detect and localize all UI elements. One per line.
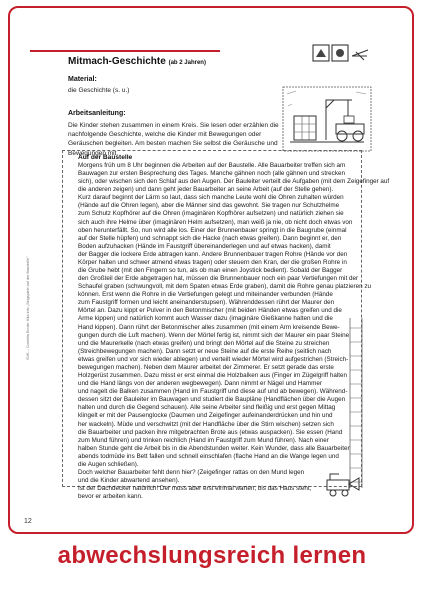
material-label: Material:: [68, 76, 97, 83]
story-line: Doch welcher Bauarbeiter fehlt denn hier? (Zeigefinger rattas on den Mund legen: [78, 468, 305, 476]
title-text: Mitmach-Geschichte: [68, 56, 166, 67]
story-line: und die Kinder abwartend ansehen).: [78, 477, 180, 485]
age-label: (ab 2 Jahren): [168, 60, 206, 66]
story-line: und die Hand längs von der anderen wegbewegen). Dann nimmt er Nägel und Hammer: [78, 380, 322, 388]
story-line: etwas greifen und vor sich wieder ablegen) und verteilt wieder Mörtel wird aufgestrichen (Streich-: [78, 355, 349, 363]
story-line: auf der Stelle hüpfen) und schnappt sich die Hacke (nach etwas greifen). Dann beginnt er, den: [78, 234, 342, 242]
story-line: halten und durch die Gegend schauen). Alle seine Arbeiter sind fleißig und erst gegen Mittag: [78, 404, 336, 412]
story-line: zum Mund führen) und trinken reichlich (Hand im Faustgriff zum Mund führen). Nach einer: [78, 436, 329, 444]
construction-illustration: [282, 86, 372, 152]
story-line: Ist der Dachdecker natürlich! Der muss aber erst einmal warten, bis das Haus steht,: [78, 485, 312, 493]
story-line: sich), oder wischen sich den Schlaf aus den Augen. Der Bauleiter verteilt die Aufgaben (mit dem Zeigefinger auf: [78, 178, 390, 186]
story-line: Schaufel graben (schwungvoll, mit dem Spaten etwas Erde graben), damit die Rohre genau platzieren zu: [78, 283, 371, 291]
story-line: Bauwagen zur ersten Besprechung des Tages. Manche gähnen noch (alle gähnen und strecken: [78, 170, 345, 178]
story-line: den Großteil der Erde abgetragen hat, müssen die Brunnenbauer noch ein paar Vertiefungen mit der: [78, 275, 359, 283]
page-title: [68, 56, 206, 67]
story-line: (Streichbewegungen machen). Dann setzt er neue Steine auf die erste Reihe (seitlich nach: [78, 347, 332, 355]
card-icon: [312, 42, 370, 64]
story-line: Mörtel an. Dazu kippt er Pulver in den Betonmischer (mit beiden Händen etwas greifen und die: [78, 307, 342, 315]
story-line: Boden aufzuhacken (Hände im Faustgriff übereinanderlegen und auf etwas hacken), damit: [78, 242, 331, 250]
story-line: abends todmüde ins Bett fallen und schnell einschlafen (flache Hand an die Wange legen und: [78, 452, 339, 460]
story-line: her wackeln). Müde und verschwitzt (mit der Handfläche über die Stirn wischen) setzen sich: [78, 420, 334, 428]
story-title: Auf der Baustelle: [78, 154, 133, 161]
story-line: dessen sitzt der Bauleiter im Bauwagen und studiert die Baupläne (Handflächen über die Augen: [78, 396, 346, 404]
story-line: bevor er arbeiten kann.: [78, 493, 143, 501]
story-line: können. Erst wenn die Rohre in die Vertiefungen gelegt und miteinander verbunden (Hände: [78, 291, 333, 299]
instructions-label: Arbeitsanleitung:: [68, 110, 126, 117]
story-line: zum Schutz Kopfhörer auf die Ohren (imaginären Kopfhörer aufsetzen) und natürlich ziehen sie: [78, 210, 344, 218]
story-line: klingelt er mit der Pausenglocke (Daumen und Zeigefinger aufeinanderdrücken und hin und: [78, 412, 333, 420]
story-line: gungen durch die Luft machen). Wenn der Mörtel fertig ist, nimmt sich der Maurer ein paar Steine: [78, 331, 350, 339]
story-line: oben herunterfällt. So, nun wird alle los. Einer der Brunnenbauer springt in die Baugrube (einmal: [78, 226, 347, 234]
story-line: Arme kippen) und natürlich kommt auch Wasser dazu (imaginäre Gießkanne halten und die: [78, 315, 333, 323]
story-line: Hand kippen). Dann rührt der Betonmischer alles zusammen (mit einem Arm kreisende Bewe-: [78, 323, 340, 331]
instructions-text: Die Kinder stehen zusammen in einem Kreis. Sie lesen oder erzählen die nachfolgende Geschichte, welche die Kinder mit Bewegungen oder Geräuschen begleiten. Am besten machen Sie selbst die Geräusche und Bewegungen mit.: [68, 122, 279, 157]
cement-mixer-icon: [325, 470, 363, 498]
story-line: und nagelt die Balken zusammen (Hand im Faustgriff und diese auf und ab bewegen). Während-: [78, 388, 348, 396]
material-text: die Geschichte (s. u.): [68, 87, 130, 94]
scaffold-decoration: [346, 318, 366, 488]
story-line: und die Maurerkelle (nach etwas greifen) und bringt den Mörtel auf die Steine zu streichen: [78, 339, 330, 347]
story-line: die Grube hebt (mit den Fingern so tun, als ob man einen Joystick bedient). Sobald der Bagger: [78, 267, 343, 275]
slogan-banner: abwechslungsreich lernen: [57, 542, 367, 569]
story-line: die Bauarbeiter und packen ihre mitgebrachten Brote aus (etwas auspacken). Sie essen (Hand: [78, 428, 343, 436]
story-line: Körper halten und schwer atmend etwas tragen) oder steuern den Kran, der die großen Rohre in: [78, 258, 347, 266]
story-line: zum Faustgriff formen und leicht aneinanderstupsen). Währenddessen rührt der Maurer den: [78, 299, 335, 307]
header-rule: [30, 50, 220, 52]
story-line: Holzgerüst zusammen. Dazu misst er erst einmal die Holzbalken aus (Finger im Zügelgriff halten: [78, 372, 348, 380]
story-line: sich auch ihre Helme über (imaginären Helm aufsetzen), man weiß ja nie, ob nicht doch etwas von: [78, 218, 353, 226]
story-line: halben Stunde geht die Arbeit bis in die Abendstunden weiter. Kein Wunder, dass alle Bauarbeiter: [78, 444, 350, 452]
story-line: bewegungen machen). Neben dem Maurer arbeitet der Zimmerer. Er setzt gerade das erste: [78, 363, 334, 371]
story-line: Morgens früh um 8 Uhr beginnen die Arbeiten auf der Baustelle. Alle Bauarbeiter treffen sich am: [78, 162, 346, 169]
story-line: Kurz darauf beginnt der Lärm so laut, dass sich manche Leute wohl die Ohren zuhalten würden: [78, 194, 344, 202]
story-line: der Bagger die lockere Erde abtragen kann. Andere Brunnenbauer tragen Rohre (Hände vor den: [78, 250, 348, 258]
story-line: (Hände auf die Ohren legen), aber die Männer sind das gewohnt. Sie tragen nur Schutzhelme: [78, 202, 340, 210]
story-text: [78, 162, 390, 501]
side-note: SVK – Cornelia Emde: Kita info „Singspiele auf der Baustelle": [26, 256, 30, 360]
page-number: 12: [24, 518, 32, 525]
story-line: die anderen zeigen) und dann geht jeder Bauarbeiter an seine Arbeit (auf der Stelle gehen).: [78, 186, 334, 194]
story-line: die Augen schließen).: [78, 460, 139, 468]
